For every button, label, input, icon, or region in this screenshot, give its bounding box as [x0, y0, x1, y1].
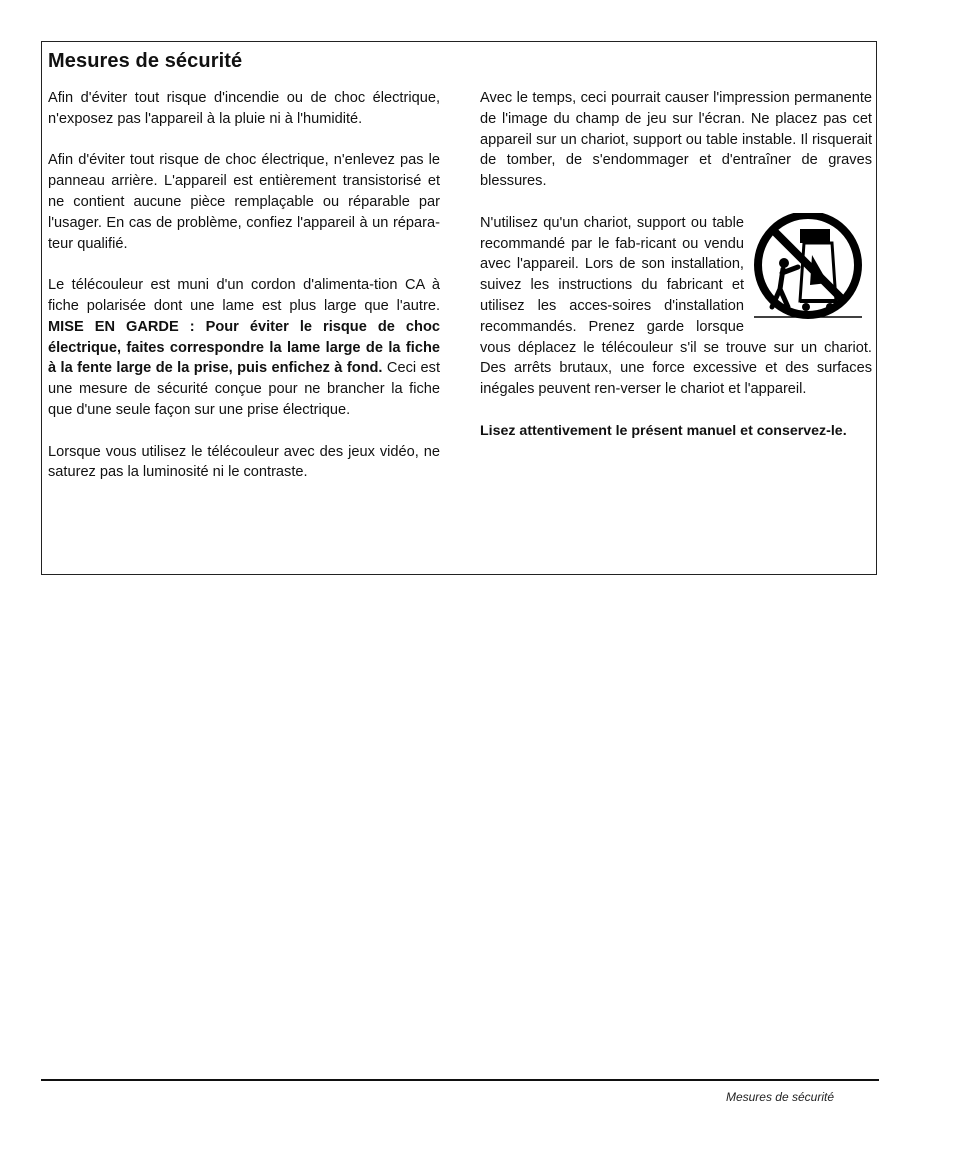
- polarized-plug-outro: Ceci est une mesure de sécurité conçue pour ne brancher la fiche que d'une seule façon sur une prise électrique.: [48, 360, 440, 418]
- footer-running-title: Mesures de sécurité: [725, 1090, 834, 1104]
- footer-rule: [41, 1079, 879, 1081]
- caution-statement: MISE EN GARDE : Pour éviter le risque de choc électrique, faites correspondre la lame large de la fiche à la fente large de la prise, puis enfichez à fond.: [48, 318, 440, 377]
- safety-section-box: [41, 41, 877, 575]
- rear-panel-warning-paragraph: Afin d'éviter tout risque de choc électrique, n'enlevez pas le panneau arrière. L'appareil est entièrement transistorisé et ne contient aucune pièce remplaçable ou réparable par l'usager. En cas de problème, confiez l'appareil à un répara-teur qualifié.: [48, 152, 440, 252]
- polarized-plug-intro: Le télécouleur est muni d'un cordon d'alimenta-tion CA à fiche polarisée dont une lame est plus large que l'autre.: [48, 277, 440, 314]
- right-column: [480, 88, 872, 462]
- section-title: Mesures de sécurité: [48, 50, 243, 72]
- left-column: [48, 88, 440, 504]
- cart-paragraph: [480, 213, 872, 400]
- screen-burn-paragraph: Avec le temps, ceci pourrait causer l'impression permanente de l'image du champ de jeu sur l'écran. Ne placez pas cet appareil sur un chariot, support ou table instable. Il risquerait de tomber, de s'endommager et d'entraîner de graves blessures.: [480, 90, 872, 190]
- read-manual-notice: Lisez attentivement le présent manuel et conservez-le.: [480, 422, 847, 439]
- polarized-plug-paragraph: [48, 275, 440, 421]
- cart-tip-over-warning-icon: [750, 213, 872, 325]
- fire-shock-warning-paragraph: Afin d'éviter tout risque d'incendie ou de choc électrique, n'exposez pas l'appareil à la pluie ni à l'humidité.: [48, 90, 440, 127]
- video-games-paragraph: Lorsque vous utilisez le télécouleur avec des jeux vidéo, ne saturez pas la luminosité ni le contraste.: [48, 443, 440, 481]
- cart-paragraph-text: N'utilisez qu'un chariot, support ou table recommandé par le fab-ricant ou vendu avec l'appareil. Lors de son installation, suivez les instructions du fabricant et utilisez les acces-soires d'installation recommandés. Prenez garde lorsque vous déplacez le télécouleur s'il se trouve sur un chariot. Des arrêts brutaux, une force excessive et des surfaces inégales peuvent ren-verser le chariot et l'appareil.: [480, 214, 872, 398]
